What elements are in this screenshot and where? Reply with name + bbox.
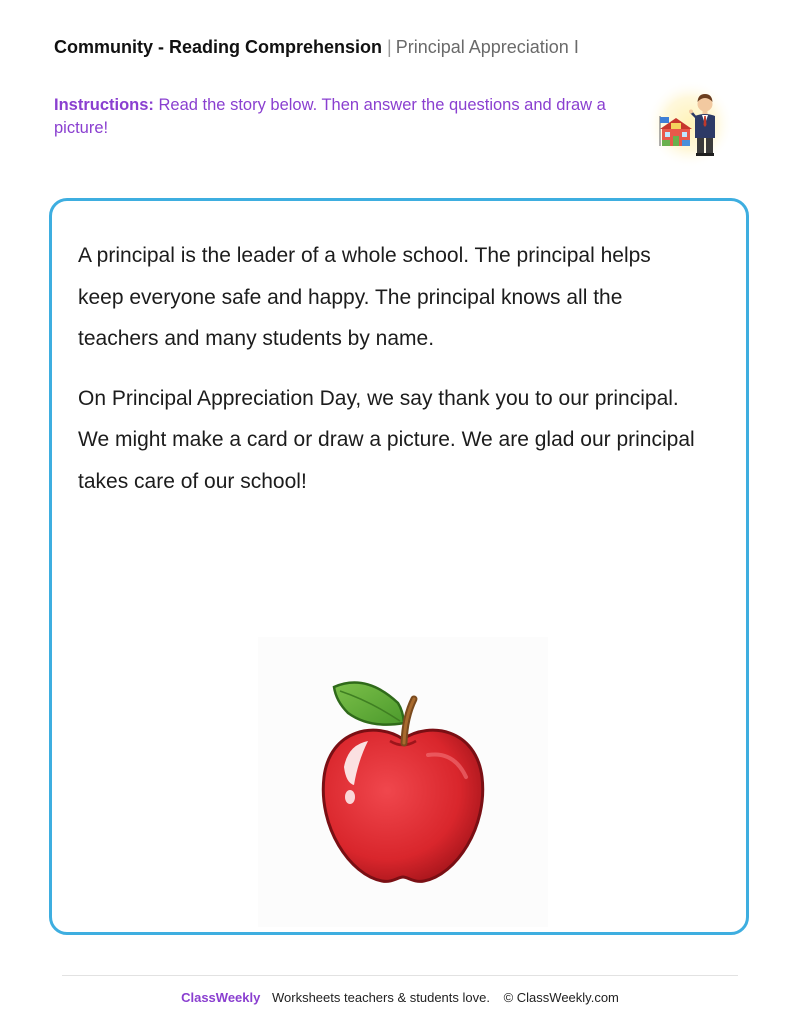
instructions [54,94,614,140]
footer-brand: ClassWeekly [181,990,261,1005]
footer-copyright: © ClassWeekly.com [503,990,619,1005]
instructions-label: Instructions: [54,96,154,114]
red-apple-icon [258,637,548,927]
story-text [78,235,698,520]
instructions-text: Read the story below. Then answer the questions and draw a picture! [54,96,606,137]
story-paragraph-2: On Principal Appreciation Day, we say thank you to our principal. We might make a card or draw a picture. We are glad our principal takes care of our school! [78,386,695,493]
worksheet-subtitle: Principal Appreciation I [395,37,579,57]
footer-divider [62,975,738,976]
title-separator: | [387,37,392,57]
principal-school-icon [646,80,734,168]
footer [0,990,800,1005]
story-paragraph-1: A principal is the leader of a whole school. The principal helps keep everyone safe and happy. The principal knows all the teachers and many students by name. [78,244,651,350]
worksheet-header [54,37,579,58]
footer-tagline: Worksheets teachers & students love. [271,990,490,1005]
worksheet-title: Community - Reading Comprehension [54,37,383,57]
story-box [49,198,749,935]
